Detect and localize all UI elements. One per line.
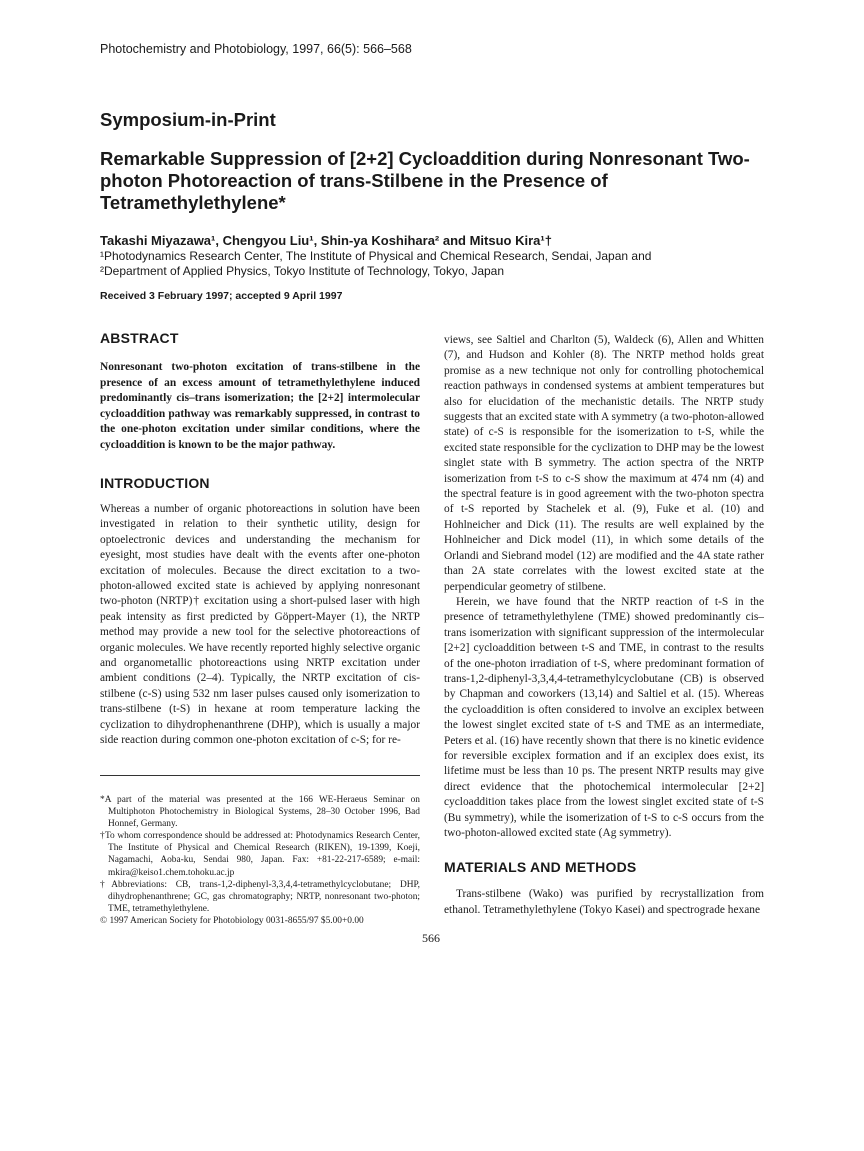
affiliation-2: ²Department of Applied Physics, Tokyo Institute of Technology, Tokyo, Japan [100, 264, 505, 278]
methods-paragraph: Trans-stilbene (Wako) was purified by recrystallization from ethanol. Tetramethylethylene (Tokyo Kasei) and spectrograde hexane [444, 888, 764, 916]
copyright-line: © 1997 American Society for Photobiology 0031-8655/97 $5.00+0.00 [100, 915, 364, 926]
affiliations [100, 249, 651, 279]
footnote-divider [100, 775, 420, 776]
footnotes [100, 794, 420, 927]
article-title: Remarkable Suppression of [2+2] Cycloaddition during Nonresonant Two-photon Photoreaction of trans-Stilbene in the Presence of Tetramethylethylene* [100, 148, 750, 213]
footnote-correspondence: †To whom correspondence should be addressed at: Photodynamics Research Center, The Institute of Physical and Chemical Research (RIKEN), 19-1399, Koeji, Nagamachi, Aoba-ku, Sendai 980, Japan. Fax: +81-22-217-6589; e-mail: mkira@keiso1.chem.tohoku.ac.jp [100, 831, 420, 878]
introduction-heading: INTRODUCTION [100, 475, 210, 491]
abstract-heading: ABSTRACT [100, 330, 179, 346]
abstract-text: Nonresonant two-photon excitation of trans-stilbene in the presence of an excess amount of tetramethylethylene induced predominantly cis–trans isomerization; the [2+2] intermolecular cycloaddition pathway was remarkably suppressed, in contrast to the one-photon excitation under similar conditions, where the cycloaddition is known to be the major pathway. [100, 361, 420, 451]
journal-citation: Photochemistry and Photobiology, 1997, 66(5): 566–568 [100, 42, 412, 56]
methods-heading: MATERIALS AND METHODS [444, 859, 637, 876]
left-column [100, 330, 420, 749]
introduction-paragraph-1-continued: views, see Saltiel and Charlton (5), Waldeck (6), Allen and Whitten (7), and Hudson and Kohler (8). The NRTP method holds great promise as a new technique not only for controlling photochemical reaction pathways in condensed systems at ambient temperatures but also for elucidation of the mechanistic details. The NRTP study suggests that an excited state with A symmetry (a two-photon-allowed state) of c-S is responsible for the isomerization to t-S, while the excited state responsible for the cyclization to DHP may be the lowest singlet state with B symmetry. The action spectra of the NRTP isomerization from t-S to c-S show the maximum at 474 nm (4) and the spectral feature is in good agreement with the two-photon spectra of t-S reported by Stachelek et al. (9), Fuke et al. (10) and Hohlneicher and Dick (11). The results are well explained by the Hohlneicher and Dick model (11), in which some details of the Orlandi and Siebrand model (12) are modified and the 4A state rather than 2A state correlates with the lowest excited state at the perpendicular geometry of stilbene. [444, 334, 764, 593]
received-dates: Received 3 February 1997; accepted 9 April 1997 [100, 290, 343, 302]
page-number: 566 [422, 931, 440, 945]
footnote-symposium: *A part of the material was presented at the 166 WE-Heraeus Seminar on Multiphoton Photochemistry in Biological Systems, 28–30 October 1996, Bad Honnef, Germany. [100, 795, 420, 830]
introduction-paragraph-1: Whereas a number of organic photoreactions in solution have been investigated in relation to their synthetic utility, design for optoelectronic devices and understanding the mechanism for eyesight, most studies have dealt with the events after one-photon excitation of molecules. Because the direct excitation to a two-photon-allowed excited state is achieved by applying nonresonant two-photon (NRTP)† excitation using a short-pulsed laser with high peak intensity as first predicted by Göppert-Mayer (1), the NRTP method may provide a new tool for the selective photoreactions of organic molecules. We have recently reported highly selective organic and organometallic photoreactions using NRTP excitation under ambient conditions (2–4). Typically, the NRTP excitation of cis-stilbene (c-S) using 532 nm laser pulses caused only isomerization to trans-stilbene (t-S) in hexane at room temperature lacking the cyclization to dihydrophenanthrene (DHP), which is usually a major side reaction during common one-photon excitation of c-S; for re- [100, 503, 420, 747]
introduction-paragraph-2: Herein, we have found that the NRTP reaction of t-S in the presence of tetramethylethylene (TME) showed predominantly cis–trans isomerization with significant suppression of the intermolecular [2+2] cycloaddition between t-S and TME, in contrast to the results of the one-photon irradiation of t-S, where predominant formation of trans-1,2-diphenyl-3,3,4,4-tetramethylcyclobutane (CB) is observed by Chapman and coworkers (13,14) and Saltiel et al. (15). Whereas the cycloaddition is often considered to involve an exciplex between the lowest singlet excited state of t-S and TME as an intermediate, Peters et al. (16) have recently shown that there is no kinetic evidence for reversible exciplex formation and if an exciplex does exist, its lifetime must be less than 10 ps. The present NRTP results may give direct evidence that the photochemical intermolecular [2+2] cycloaddition takes place from the lowest singlet excited state of t-S (Bu symmetry), while the isomerization of t-S to c-S occurs from the two-photon-allowed excited state (Ag symmetry). [444, 595, 764, 839]
footnote-abbreviations: †Abbreviations: CB, trans-1,2-diphenyl-3,3,4,4-tetramethylcyclobutane; DHP, dihydrophenanthrene; GC, gas chromatography; NRTP, nonresonant two-photon; TME, tetramethylethylene. [100, 879, 420, 914]
affiliation-1: ¹Photodynamics Research Center, The Institute of Physical and Chemical Research, Sendai, Japan and [100, 249, 652, 263]
right-column [444, 333, 764, 918]
section-label: Symposium-in-Print [100, 109, 276, 130]
author-list: Takashi Miyazawa¹, Chengyou Liu¹, Shin-ya Koshihara² and Mitsuo Kira¹† [100, 233, 552, 248]
